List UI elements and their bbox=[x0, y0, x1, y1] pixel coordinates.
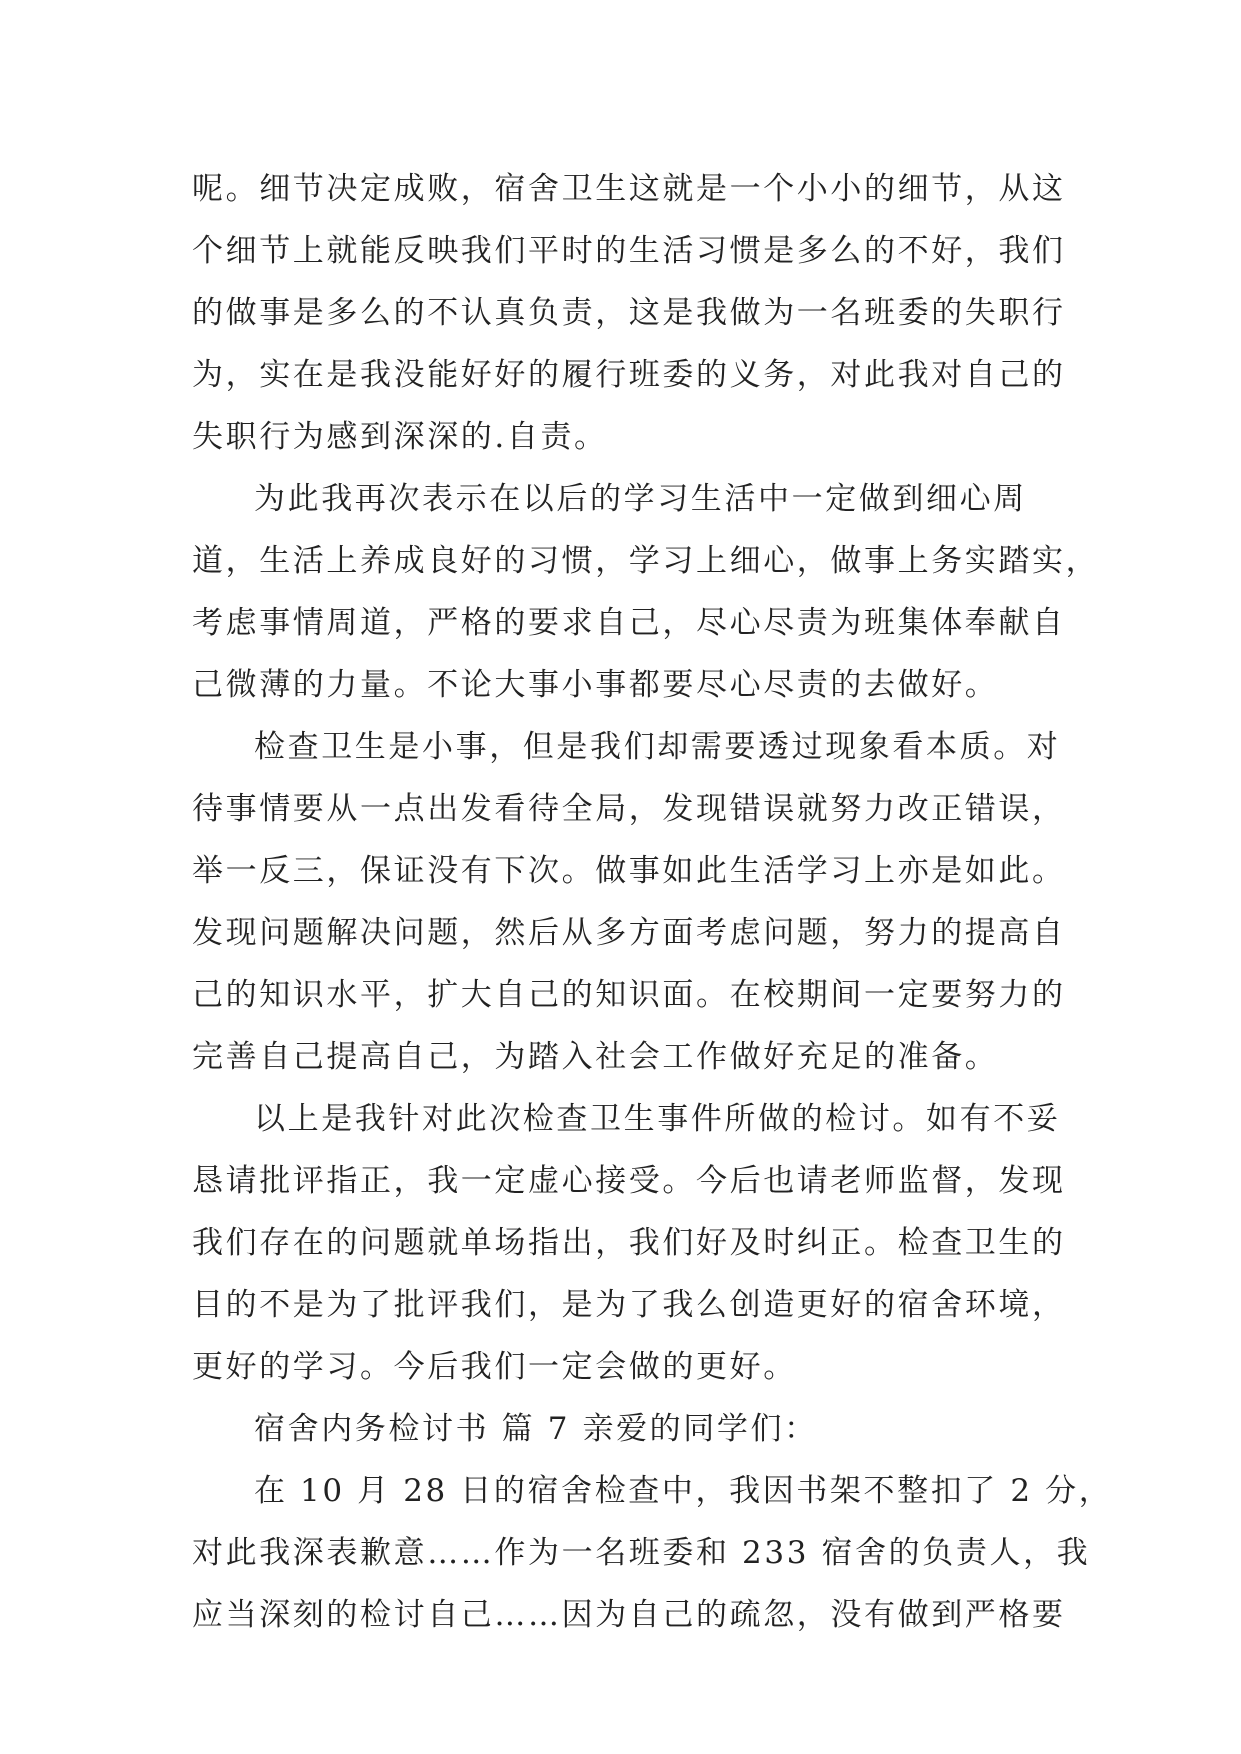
text-line: 应当深刻的检讨自己……因为自己的疏忽，没有做到严格要 bbox=[192, 1597, 1066, 1633]
text-line: 考虑事情周道，严格的要求自己，尽心尽责为班集体奉献自 bbox=[192, 605, 1066, 641]
text-line: 己微薄的力量。不论大事小事都要尽心尽责的去做好。 bbox=[192, 667, 999, 703]
text-line: 失职行为感到深深的.自责。 bbox=[192, 419, 608, 455]
text-line: 完善自己提高自己，为踏入社会工作做好充足的准备。 bbox=[192, 1039, 999, 1075]
paragraph-first-line: 检查卫生是小事，但是我们却需要透过现象看本质。对 bbox=[254, 729, 1061, 765]
paragraph-first-line: 为此我再次表示在以后的学习生活中一定做到细心周 bbox=[254, 481, 1027, 517]
text-line: 更好的学习。今后我们一定会做的更好。 bbox=[192, 1349, 797, 1385]
document-body bbox=[192, 158, 1113, 1646]
section-heading: 宿舍内务检讨书 篇 7 亲爱的同学们： bbox=[254, 1411, 818, 1447]
text-line: 我们存在的问题就单场指出，我们好及时纠正。检查卫生的 bbox=[192, 1225, 1066, 1261]
text-line: 待事情要从一点出发看待全局，发现错误就努力改正错误， bbox=[192, 791, 1066, 827]
text-line: 呢。细节决定成败，宿舍卫生这就是一个小小的细节，从这 bbox=[192, 171, 1066, 207]
text-line: 恳请批评指正，我一定虚心接受。今后也请老师监督，发现 bbox=[192, 1163, 1066, 1199]
text-line: 道，生活上养成良好的习惯，学习上细心，做事上务实踏实， bbox=[192, 543, 1100, 579]
text-line: 发现问题解决问题，然后从多方面考虑问题，努力的提高自 bbox=[192, 915, 1066, 951]
text-line: 己的知识水平，扩大自己的知识面。在校期间一定要努力的 bbox=[192, 977, 1066, 1013]
text-line: 目的不是为了批评我们，是为了我么创造更好的宿舍环境， bbox=[192, 1287, 1066, 1323]
text-line: 个细节上就能反映我们平时的生活习惯是多么的不好，我们 bbox=[192, 233, 1066, 269]
text-line: 举一反三，保证没有下次。做事如此生活学习上亦是如此。 bbox=[192, 853, 1066, 889]
paragraph-first-line: 在 10 月 28 日的宿舍检查中，我因书架不整扣了 2 分， bbox=[254, 1473, 1113, 1509]
text-line: 为，实在是我没能好好的履行班委的义务，对此我对自己的 bbox=[192, 357, 1066, 393]
text-line: 对此我深表歉意……作为一名班委和 233 宿舍的负责人，我 bbox=[192, 1535, 1091, 1571]
paragraph-first-line: 以上是我针对此次检查卫生事件所做的检讨。如有不妥 bbox=[254, 1101, 1061, 1137]
text-line: 的做事是多么的不认真负责，这是我做为一名班委的失职行 bbox=[192, 295, 1066, 331]
